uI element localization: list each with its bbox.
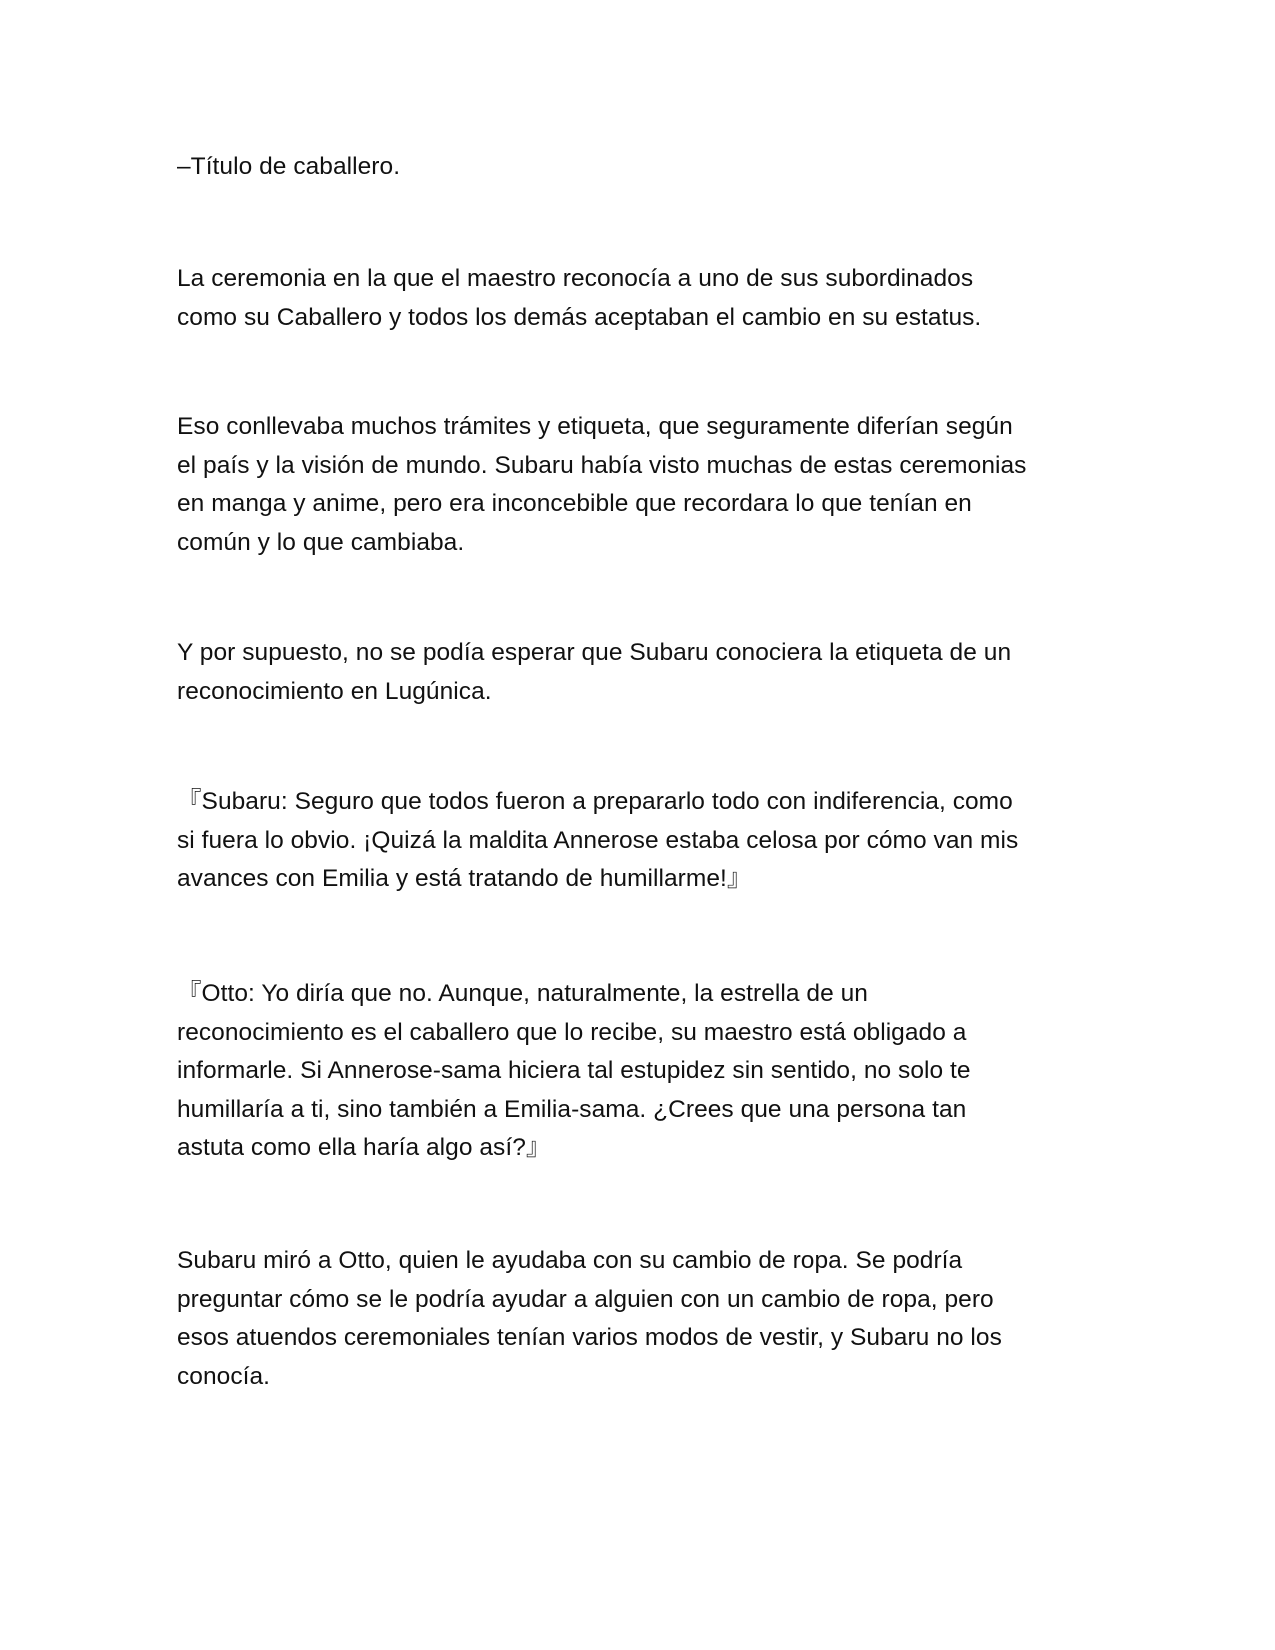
text-line: informarle. Si Annerose-sama hiciera tal estupidez sin sentido, no solo te <box>177 1057 971 1084</box>
text-line: 『Otto: Yo diría que no. Aunque, naturalmente, la estrella de un <box>177 980 868 1007</box>
text-line: común y lo que cambiaba. <box>177 528 465 556</box>
text-line: reconocimiento en Lugúnica. <box>177 677 492 705</box>
text-line: preguntar cómo se le podría ayudar a alguien con un cambio de ropa, pero <box>177 1285 994 1313</box>
paragraph-lugunica <box>177 634 1117 711</box>
text-line: 『Subaru: Seguro que todos fueron a prepararlo todo con indiferencia, como <box>177 788 1013 815</box>
text-line: como su Caballero y todos los demás aceptaban el cambio en su estatus. <box>177 303 982 331</box>
dialogue-otto <box>177 975 1117 1168</box>
text-line: La ceremonia en la que el maestro reconocía a uno de sus subordinados <box>177 265 974 292</box>
dialogue-subaru <box>177 783 1117 899</box>
text-line: el país y la visión de mundo. Subaru había visto muchas de estas ceremonias <box>177 451 1027 479</box>
text-line: humillaría a ti, sino también a Emilia-sama. ¿Crees que una persona tan <box>177 1095 967 1123</box>
text-line: en manga y anime, pero era inconcebible que recordara lo que tenían en <box>177 490 972 517</box>
text-line: Y por supuesto, no se podía esperar que Subaru conociera la etiqueta de un <box>177 639 1012 666</box>
paragraph-title <box>177 148 1117 187</box>
text-line: –Título de caballero. <box>177 153 401 180</box>
text-line: astuta como ella haría algo así?』 <box>177 1134 551 1161</box>
text-line: avances con Emilia y está tratando de humillarme!』 <box>177 865 752 892</box>
paragraph-ceremony <box>177 260 1117 337</box>
text-line: Subaru miró a Otto, quien le ayudaba con su cambio de ropa. Se podría <box>177 1247 963 1274</box>
text-line: Eso conllevaba muchos trámites y etiqueta, que seguramente diferían según <box>177 413 1013 440</box>
paragraph-clothing <box>177 1242 1117 1396</box>
text-line: si fuera lo obvio. ¡Quizá la maldita Annerose estaba celosa por cómo van mis <box>177 826 1019 854</box>
paragraph-etiquette <box>177 408 1117 562</box>
text-line: conocía. <box>177 1362 271 1390</box>
text-line: esos atuendos ceremoniales tenían varios modos de vestir, y Subaru no los <box>177 1324 1002 1351</box>
text-line: reconocimiento es el caballero que lo recibe, su maestro está obligado a <box>177 1018 967 1046</box>
